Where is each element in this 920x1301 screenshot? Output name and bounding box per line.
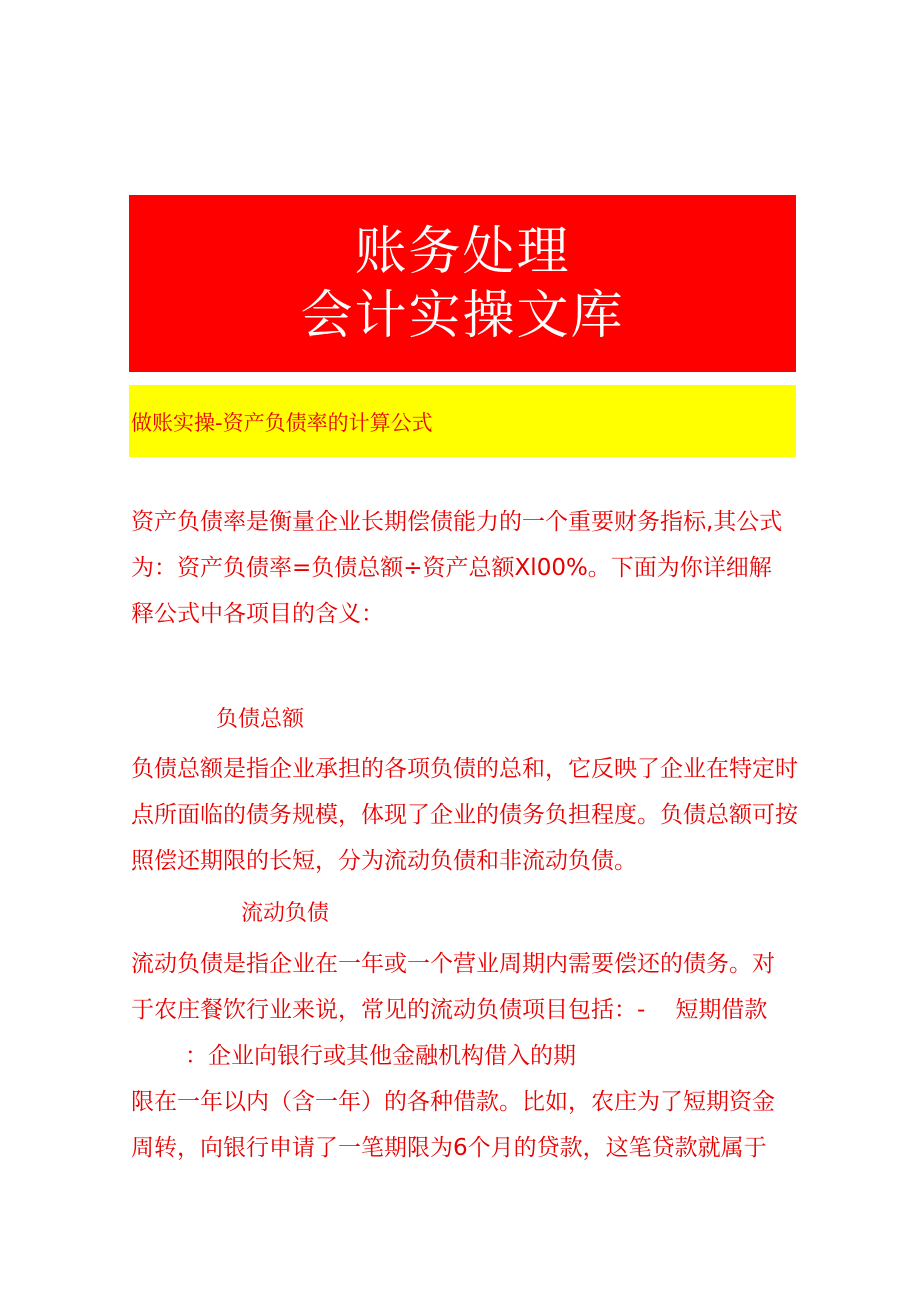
current-liabilities-line-2: [131, 987, 793, 1033]
current-liabilities-line-4: 限在一年以内（含一年）的各种借款。比如，农庄为了短期资金: [131, 1089, 775, 1115]
liabilities-total-line-2: 点所面临的债务规模，体现了企业的债务负担程度。负债总额可按: [131, 802, 798, 828]
liabilities-total-paragraph: [131, 746, 798, 884]
title-banner: [129, 195, 796, 372]
section-heading-liabilities-total: 负债总额: [216, 707, 305, 732]
banner-title-line-1: 账务处理: [354, 221, 571, 282]
intro-line-2: 为：资产负债率=负债总额÷资产总额Xl00%。下面为你详细解: [131, 555, 772, 581]
short-term-borrowings-term: 短期借款: [675, 997, 768, 1023]
current-liabilities-line-3: ：企业向银行或其他金融机构借入的期: [185, 1043, 576, 1069]
current-liabilities-paragraph: [131, 941, 793, 1171]
subtitle-bar: [129, 385, 796, 457]
banner-title-line-2: 会计实操文库: [300, 285, 625, 346]
current-liabilities-line-2a: 于农庄餐饮行业来说，常见的流动负债项目包括：-: [131, 997, 646, 1023]
current-liabilities-line-5: 周转，向银行申请了一笔期限为6个月的贷款，这笔贷款就属于: [131, 1135, 767, 1161]
current-liabilities-line-1: 流动负债是指企业在一年或一个营业周期内需要偿还的债务。对: [131, 951, 775, 977]
liabilities-total-line-3: 照偿还期限的长短，分为流动负债和非流动负债。: [131, 848, 637, 874]
intro-line-3: 释公式中各项目的含义：: [131, 601, 384, 627]
document-subtitle: 做账实操-资产负债率的计算公式: [131, 411, 433, 435]
intro-line-1: 资产负债率是衡量企业长期偿债能力的一个重要财务指标,其公式: [131, 509, 783, 535]
liabilities-total-line-1: 负债总额是指企业承担的各项负债的总和，它反映了企业在特定时: [131, 756, 798, 782]
section-heading-current-liabilities: 流动负债: [241, 901, 330, 926]
intro-paragraph: [131, 499, 793, 637]
